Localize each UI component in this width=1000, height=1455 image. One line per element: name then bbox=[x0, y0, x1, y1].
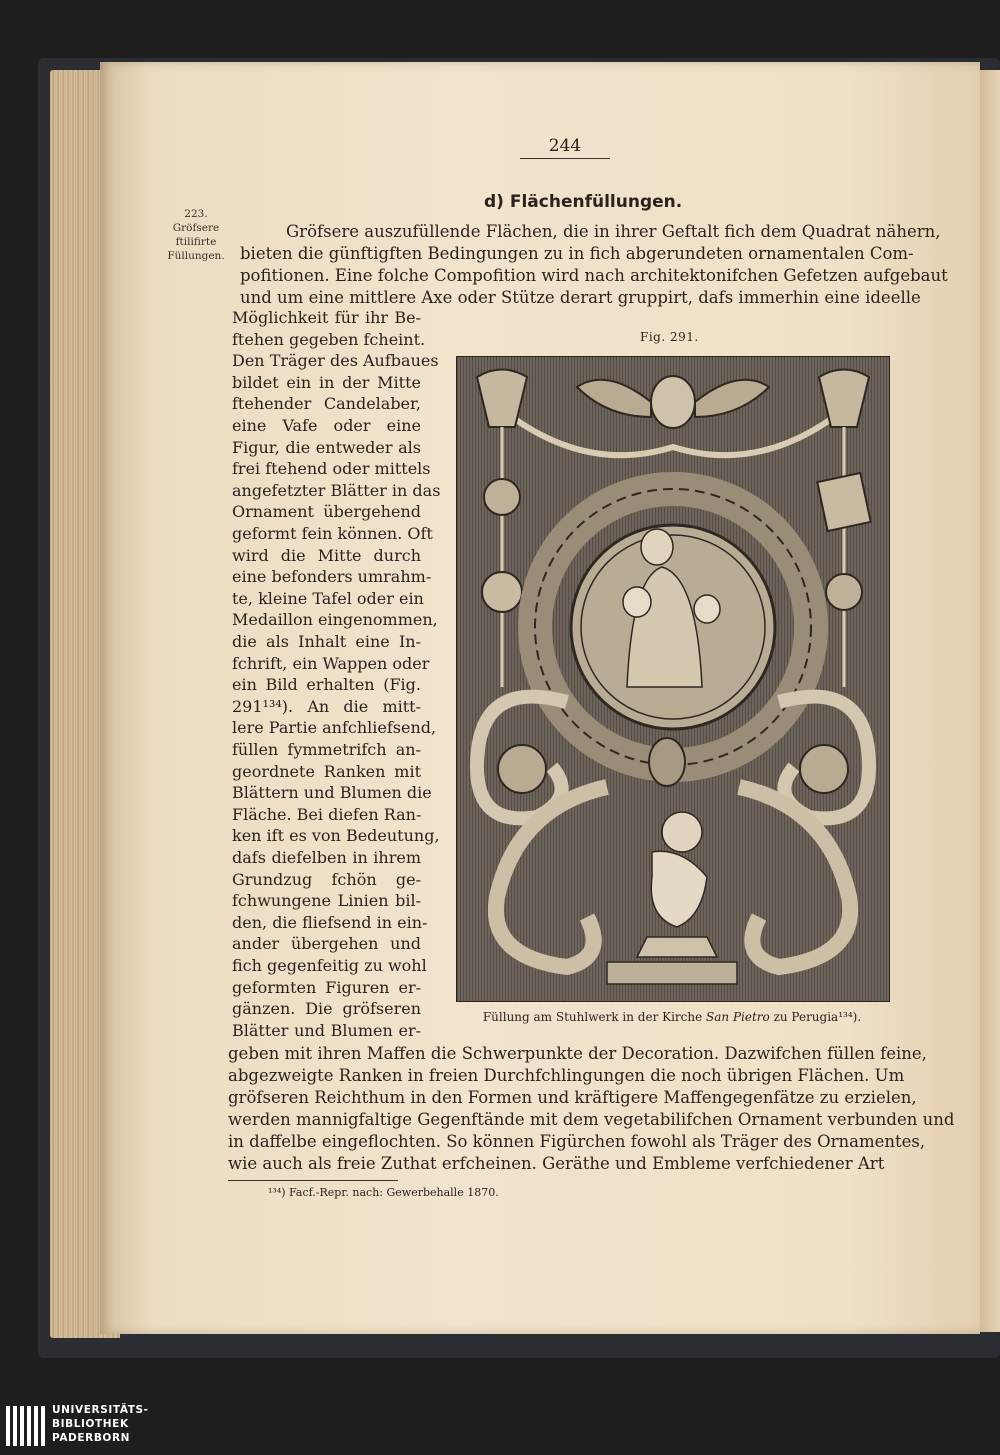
figure-label: Fig. 291. bbox=[640, 330, 699, 344]
figure-caption bbox=[456, 1010, 888, 1024]
body-text-line: bieten die günftigften Bedingungen zu in fich abgerundeten ornamentalen Com- bbox=[240, 244, 914, 263]
library-logo bbox=[0, 1398, 160, 1455]
logo-text-line: PADERBORN bbox=[52, 1432, 131, 1444]
column-text-line: Medaillon eingenommen, bbox=[232, 610, 438, 629]
column-text-line: te, kleine Tafel oder ein bbox=[232, 589, 424, 608]
body-text-line: wie auch als freie Zuthat erfcheinen. Geräthe und Embleme verfchiedener Art bbox=[228, 1154, 885, 1173]
column-text-line: Grundzug fchön ge- bbox=[232, 870, 421, 889]
column-text-line: den, die fliefsend in ein- bbox=[232, 913, 428, 932]
page-number: 244 bbox=[520, 136, 610, 159]
column-text-line: eine Vafe oder eine bbox=[232, 416, 421, 435]
column-text-line: dafs diefelben in ihrem bbox=[232, 848, 421, 867]
column-text-line: gänzen. Die gröfseren bbox=[232, 999, 421, 1018]
column-text-line: lere Partie anfchliefsend, bbox=[232, 718, 437, 737]
column-text-line: ken ift es von Bedeutung, bbox=[232, 826, 440, 845]
footnote: ¹³⁴) Facf.-Repr. nach: Gewerbehalle 1870. bbox=[268, 1186, 499, 1199]
column-text-line: Ornament übergehend bbox=[232, 502, 421, 521]
body-text-line: gröfseren Reichthum in den Formen und kräftigere Maffengegenfätze zu erzielen, bbox=[228, 1088, 917, 1107]
column-text-line: fchrift, ein Wappen oder bbox=[232, 654, 430, 673]
section-heading: d) Flächenfüllungen. bbox=[484, 192, 683, 212]
column-text-line: frei ftehend oder mittels bbox=[232, 459, 431, 478]
column-text-line: fchwungene Linien bil- bbox=[232, 891, 421, 910]
column-text-line: angefetzter Blätter in das bbox=[232, 481, 441, 500]
column-text-line: geformten Figuren er- bbox=[232, 978, 421, 997]
margin-note-number: 223. bbox=[184, 208, 208, 220]
column-text-line: Figur, die entweder als bbox=[232, 438, 421, 457]
column-text-line: ander übergehen und bbox=[232, 934, 421, 953]
logo-text-line: BIBLIOTHEK bbox=[52, 1418, 129, 1430]
column-text-line: Möglichkeit für ihr Be- bbox=[232, 308, 421, 327]
footnote-rule bbox=[228, 1180, 398, 1181]
column-text-line: Fläche. Bei diefen Ran- bbox=[232, 805, 422, 824]
column-text-line: geordnete Ranken mit bbox=[232, 762, 421, 781]
caption-suffix-text: zu Perugia¹³⁴). bbox=[769, 1010, 862, 1024]
column-text-line: die als Inhalt eine In- bbox=[232, 632, 421, 651]
body-text-line: und um eine mittlere Axe oder Stütze derart gruppirt, dafs immerhin eine ideelle bbox=[240, 288, 921, 307]
logo-text-line: UNIVERSITÄTS- bbox=[52, 1404, 149, 1416]
column-text-line: eine befonders umrahm- bbox=[232, 567, 432, 586]
ornament-engraving bbox=[457, 357, 889, 1001]
body-text-line: abgezweigte Ranken in freien Durchfchlingungen die noch übrigen Flächen. Um bbox=[228, 1066, 905, 1085]
column-text-line: geformt fein können. Oft bbox=[232, 524, 433, 543]
column-text-line: bildet ein in der Mitte bbox=[232, 373, 421, 392]
body-text-line: werden mannigfaltige Gegenftände mit dem vegetabilifchen Ornament verbunden und bbox=[228, 1110, 955, 1129]
column-text-line: ftehen gegeben fcheint. bbox=[232, 330, 426, 349]
margin-note-line: Füllungen. bbox=[167, 250, 225, 262]
column-text-line: Blätter und Blumen er- bbox=[232, 1021, 421, 1040]
column-text-line: fich gegenfeitig zu wohl bbox=[232, 956, 427, 975]
caption-text: Füllung am Stuhlwerk in der Kirche bbox=[482, 1010, 707, 1024]
column-text-line: ein Bild erhalten (Fig. bbox=[232, 675, 421, 694]
column-text-line: Blättern und Blumen die bbox=[232, 783, 432, 802]
ornament-figure bbox=[456, 356, 890, 1002]
body-text-line: in daffelbe eingeflochten. So können Figürchen fowohl als Träger des Ornamentes, bbox=[228, 1132, 926, 1151]
body-text-line: Gröfsere auszufüllende Flächen, die in ihrer Geftalt fich dem Quadrat nähern, bbox=[286, 222, 941, 241]
column-text-line: ftehender Candelaber, bbox=[232, 394, 421, 413]
column-text-line: wird die Mitte durch bbox=[232, 546, 421, 565]
column-text-line: 291¹³⁴). An die mitt- bbox=[232, 697, 421, 716]
column-text-line: Den Träger des Aufbaues bbox=[232, 351, 439, 370]
margin-note-line: ftilifirte bbox=[175, 236, 217, 248]
body-text-line: geben mit ihren Maffen die Schwerpunkte der Decoration. Dazwifchen füllen feine, bbox=[228, 1044, 927, 1063]
caption-italic-text: San Pietro bbox=[706, 1010, 770, 1024]
column-text-line: füllen fymmetrifch an- bbox=[232, 740, 421, 759]
margin-note-line: Gröfsere bbox=[172, 222, 220, 234]
body-text-line: pofitionen. Eine folche Compofition wird nach architektonifchen Gefetzen aufgebaut bbox=[240, 266, 948, 285]
library-logo-icon bbox=[6, 1406, 48, 1450]
